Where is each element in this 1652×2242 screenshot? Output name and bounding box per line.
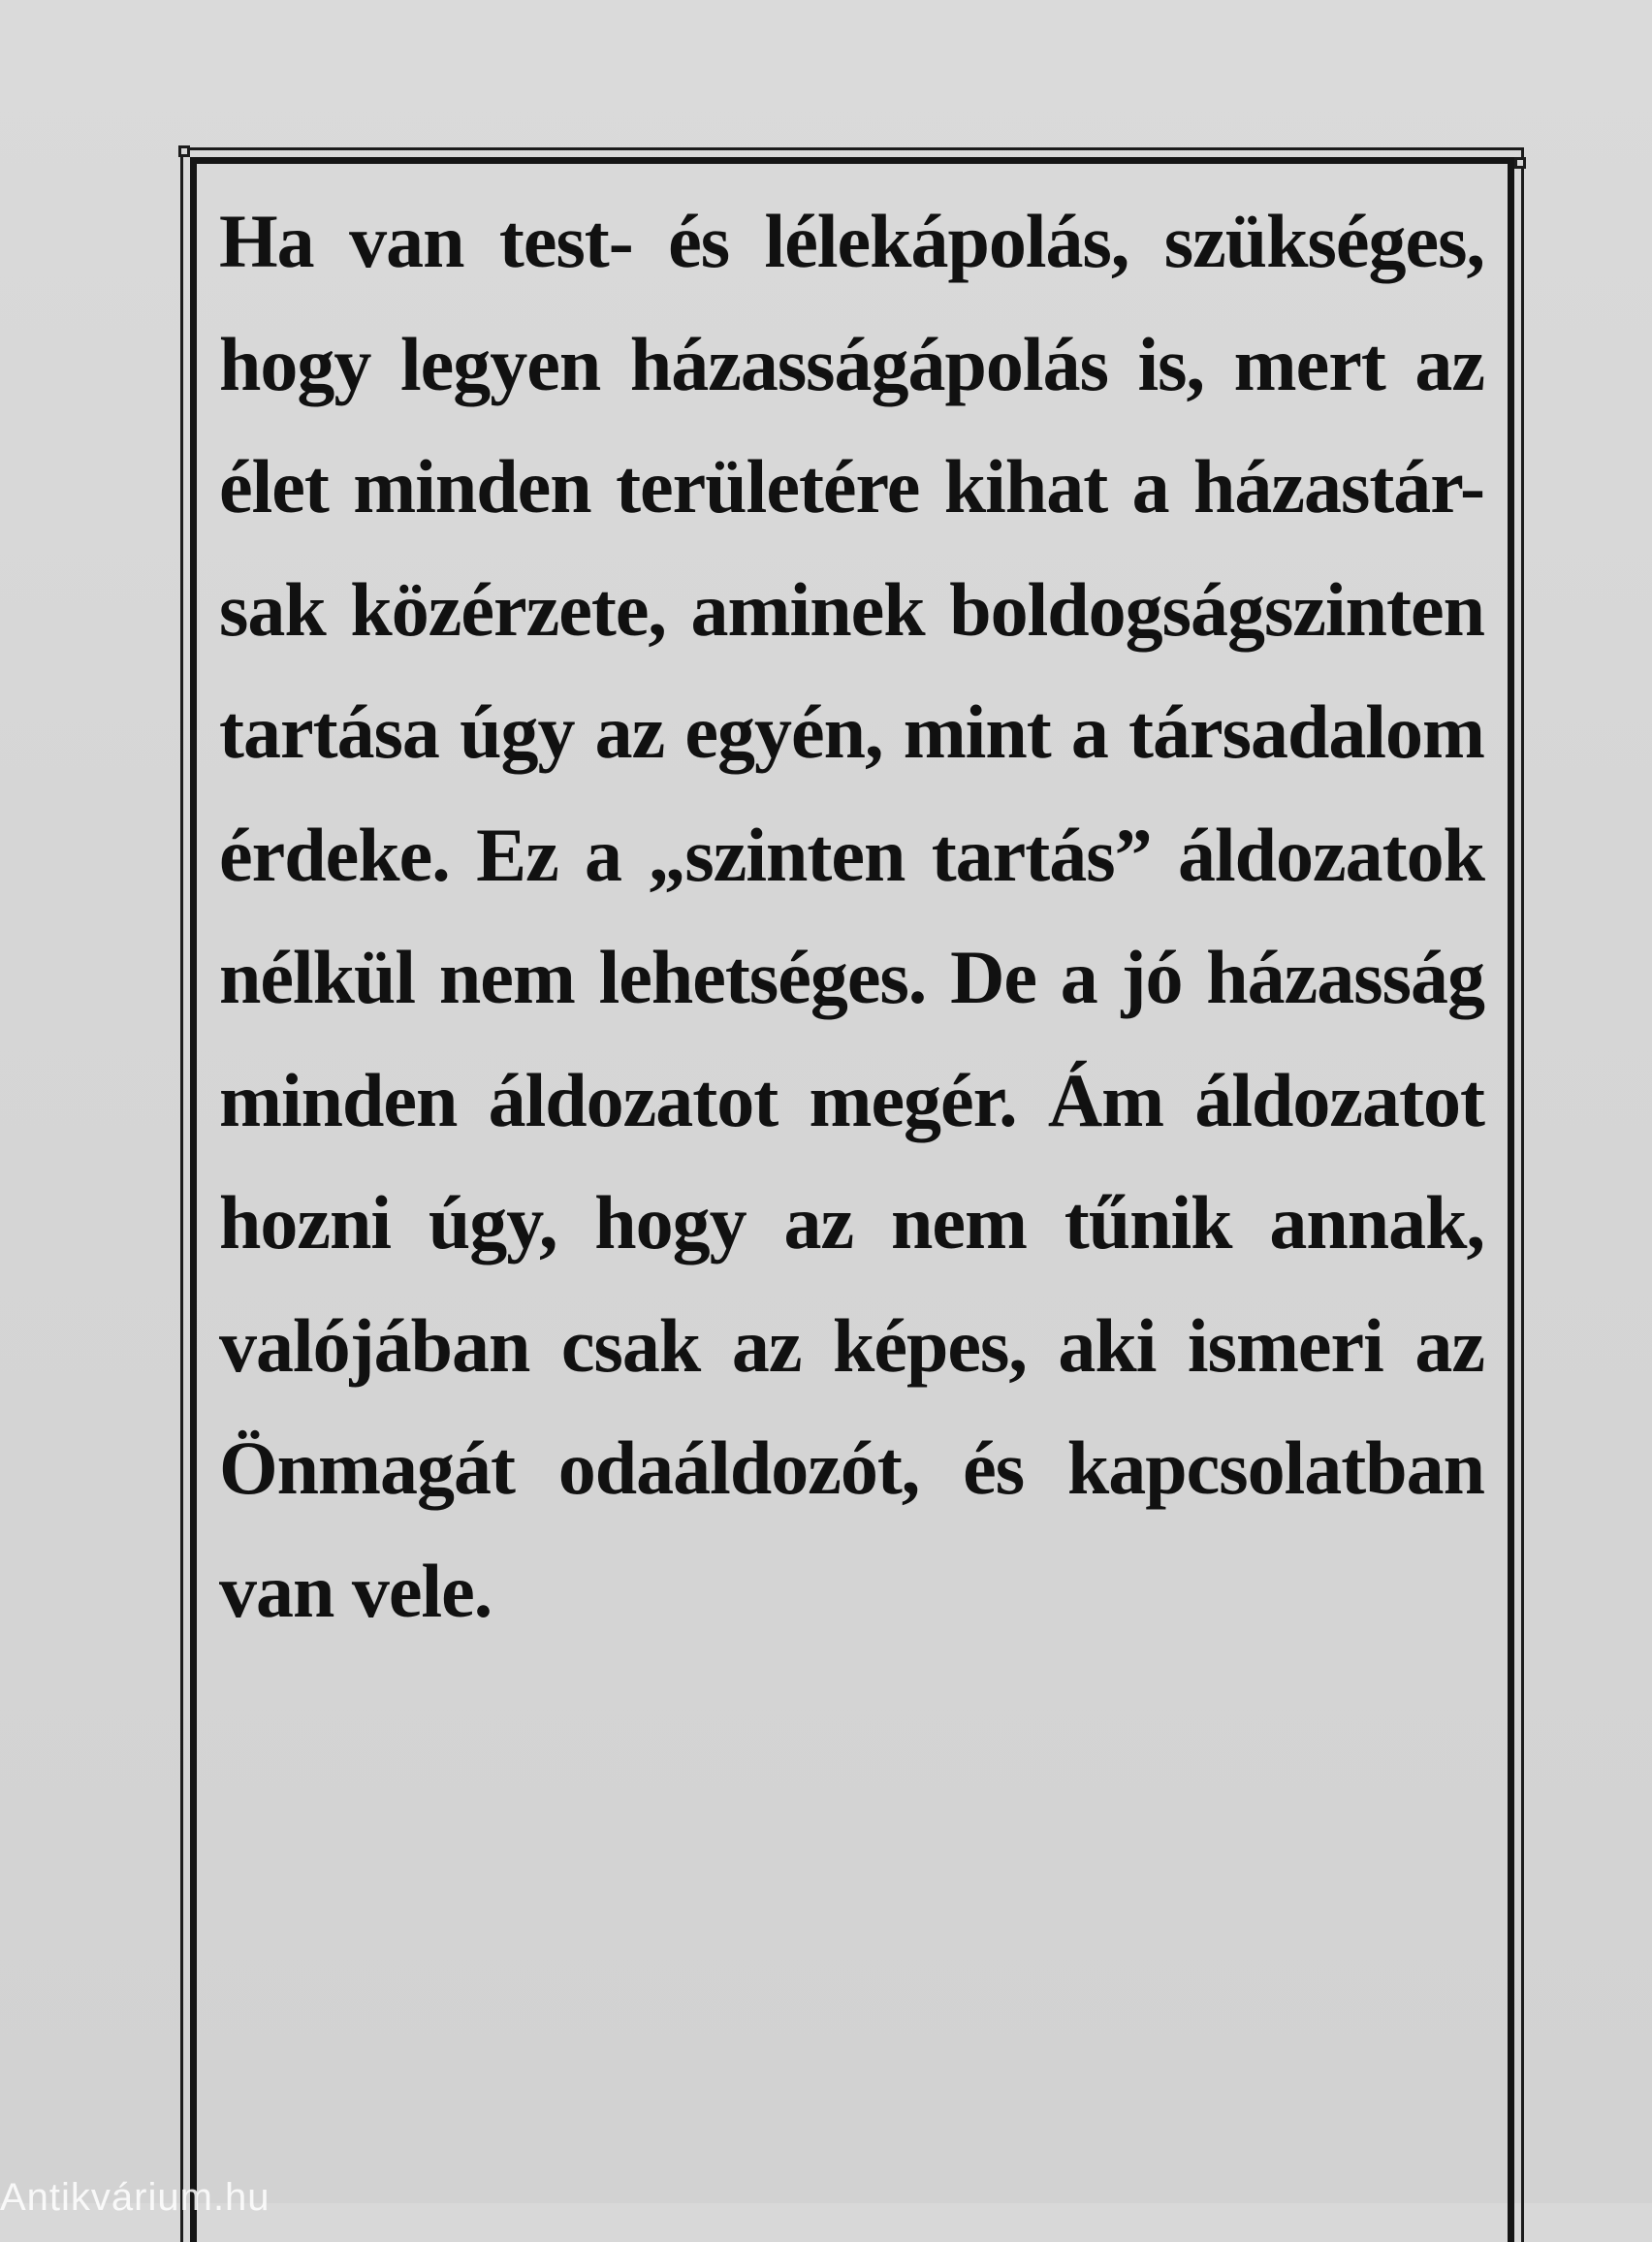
text-line: minden áldozatot megér. Ám áldozatot [219,1057,1484,1142]
frame-corner-ornament-right [1514,157,1526,169]
text-line: érdeke. Ez a „szinten tartás” áldozatok [219,812,1484,897]
frame-corner-ornament-left [178,145,190,157]
text-line: sak közérzete, aminek boldogságszinten [219,566,1484,652]
text-line: nélkül nem lehetséges. De a jó házasság [219,935,1484,1019]
text-line: hozni úgy, hogy az nem tűnik annak, [219,1180,1484,1265]
text-line: Önmagát odaáldozót, és kapcsolatban [219,1425,1484,1510]
body-text [219,180,1484,1652]
text-line: hogy legyen házasságápolás is, mert az [219,321,1484,406]
text-line-last: van vele. [219,1548,492,1633]
watermark: Antikvárium.hu [0,2176,270,2219]
text-line: valójában csak az képes, aki ismeri az [219,1302,1484,1388]
text-line: Ha van test- és lélekápolás, szükséges, [219,199,1484,283]
text-line: élet minden területére kihat a házastár- [219,444,1484,528]
text-line: tartása úgy az egyén, mint a társadalom [219,689,1484,774]
